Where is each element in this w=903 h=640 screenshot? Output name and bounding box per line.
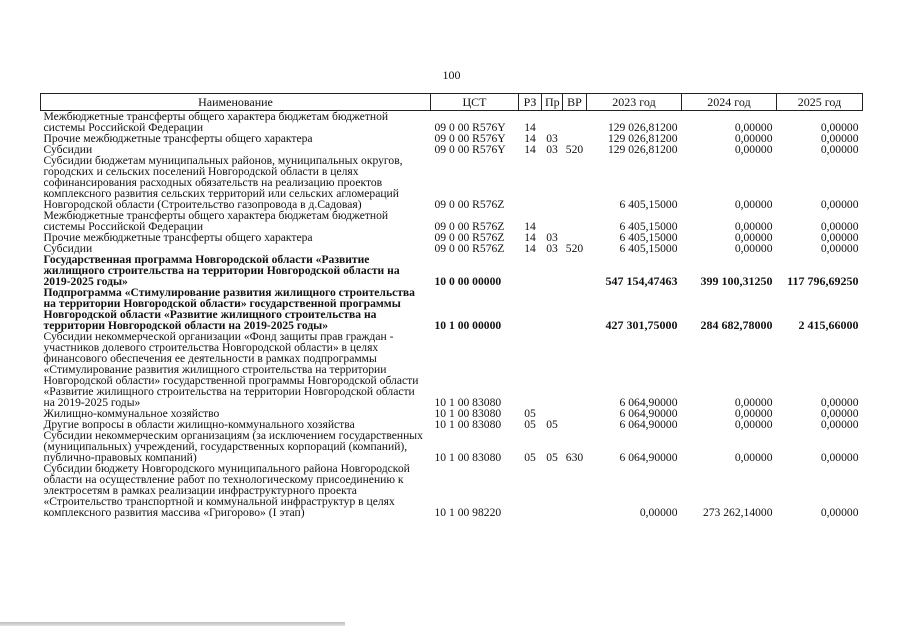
cell-rz: 14 [524,242,536,255]
cell-rz: 05 [524,451,536,464]
cell-cst: 10 1 00 00000 [434,319,502,332]
cell-rz: 14 [524,143,536,156]
cell-rz [519,155,542,210]
cell-cst: 10 1 00 83080 [434,396,502,409]
cell-name: Межбюджетные трансферты общего характера бюджетам бюджетной системы Российской Федерации [43,110,389,134]
cell-y2025: 117 796,69250 [787,274,859,288]
cell-y2023: 6 405,15000 [619,231,678,244]
cell-rz: 05 [524,418,536,431]
cell-pr [542,254,563,287]
cell-y2025: 0,00000 [820,143,859,156]
cell-pr: 03 [546,143,558,156]
cell-y2024: 0,00000 [734,396,773,409]
cell-y2025: 0,00000 [820,506,859,519]
cell-y2023: 6 064,90000 [619,396,678,409]
cell-y2023: 6 064,90000 [619,451,678,464]
cell-vr [563,287,587,331]
table-body [41,111,863,519]
cell-pr: 03 [546,231,558,244]
cell-y2025: 0,00000 [820,396,859,409]
cell-cst: 09 0 00 R576Z [434,231,505,244]
cell-cst: 09 0 00 R576Z [434,198,505,211]
cell-vr [563,155,587,210]
cell-y2023: 6 405,15000 [619,198,678,211]
cell-y2024: 273 262,14000 [702,506,773,519]
header-pr: Пр [542,94,563,111]
cell-name: Государственная программа Новгородской области «Развитие жилищного строительства на территории Новгородской области на 2019-2025 годы» [43,253,400,288]
cell-vr: 520 [565,242,584,255]
cell-y2025: 0,00000 [820,242,859,255]
cell-y2024: 0,00000 [734,407,773,420]
cell-name: Подпрограмма «Стимулирование развития жилищного строительства на территории Новгородской области» государственной программы Новгородской области «Развитие жилищного строительства на территории Новгородской области на 2019-2025 годы» [43,286,415,332]
header-rz: РЗ [519,94,542,111]
cell-y2023: 6 064,90000 [619,418,678,431]
cell-name: Межбюджетные трансферты общего характера бюджетам бюджетной системы Российской Федерации [43,209,389,233]
cell-name: Субсидии [43,242,93,255]
cell-name: Субсидии некоммерческой организации «Фонд защиты прав граждан - участников долевого строительства Новгородской области» в целях финансового обеспечения ее деятельности в рамках подпрограммы «Стимулирование развития жилищного строительства на территории Новгородской области» государственной программы Новгородской области «Развитие жилищного строительства на территории Новгородской области на 2019-2025 годы» [43,330,419,409]
cell-name: Субсидии некоммерческим организациям (за исключением государственных (муниципальных) учреждений, государственных корпораций (компаний), публично-правовых компаний) [43,429,423,464]
cell-y2024: 0,00000 [734,143,773,156]
table-header-row [41,94,863,111]
cell-rz [519,254,542,287]
cell-y2023: 547 154,47463 [605,274,678,288]
cell-rz: 14 [524,132,536,145]
cell-y2023: 129 026,81200 [607,121,678,134]
cell-y2024: 0,00000 [734,242,773,255]
cell-name: Прочие межбюджетные трансферты общего характера [43,132,313,145]
cell-y2025: 0,00000 [820,220,859,233]
table-row [41,430,863,463]
cell-rz: 14 [524,231,536,244]
cell-name: Субсидии [43,143,93,156]
cell-vr [563,210,587,232]
cell-y2025: 0,00000 [820,231,859,244]
cell-rz [519,331,542,408]
cell-rz: 05 [524,407,536,420]
cell-y2025: 0,00000 [820,198,859,211]
cell-y2024: 399 100,31250 [700,274,773,288]
cell-name: Субсидии бюджетам муниципальных районов, муниципальных округов, городских и сельских поселений Новгородской области в целях софинансирования расходных обязательств на реализацию проектов комплексного развития сельских территорий или сельских агломераций Новгородской области (Строительство газопровода в д.Садовая) [43,154,403,211]
cell-cst: 10 1 00 83080 [434,451,502,464]
cell-y2023: 129 026,81200 [607,143,678,156]
cell-y2024: 0,00000 [734,231,773,244]
header-name: Наименование [41,94,431,111]
scan-edge-shadow [0,622,345,626]
cell-pr: 05 [546,418,558,431]
cell-y2025: 2 415,66000 [798,318,859,332]
header-2024: 2024 год [682,94,777,111]
cell-y2024: 0,00000 [734,132,773,145]
cell-rz: 14 [524,220,536,233]
cell-pr: 05 [546,451,558,464]
cell-y2023: 0,00000 [639,506,678,519]
cell-pr: 03 [546,242,558,255]
cell-pr [542,210,563,232]
cell-name: Другие вопросы в области жилищно-коммунального хозяйства [43,418,355,431]
cell-pr: 03 [546,132,558,145]
table-row [41,111,863,134]
cell-vr [563,463,587,518]
cell-cst: 09 0 00 R576Y [434,121,506,134]
cell-cst: 09 0 00 R576Y [434,132,506,145]
cell-y2023: 6 064,90000 [619,407,678,420]
cell-y2025: 0,00000 [820,418,859,431]
header-2025: 2025 год [777,94,863,111]
cell-vr: 520 [565,143,584,156]
table-row [41,463,863,518]
cell-y2023: 6 405,15000 [619,220,678,233]
cell-vr [563,419,587,430]
cell-vr [563,331,587,408]
cell-y2024: 0,00000 [734,451,773,464]
cell-y2024: 0,00000 [734,198,773,211]
cell-y2025: 0,00000 [820,407,859,420]
page-number: 100 [442,68,461,82]
header-cst: ЦСТ [431,94,519,111]
cell-cst: 10 1 00 98220 [434,506,502,519]
cell-pr [542,111,563,134]
cell-cst: 09 0 00 R576Z [434,242,505,255]
header-2023: 2023 год [587,94,682,111]
cell-cst: 09 0 00 R576Z [434,220,505,233]
table-row [41,287,863,331]
table-row [41,331,863,408]
cell-name: Прочие межбюджетные трансферты общего характера [43,231,313,244]
cell-pr [542,155,563,210]
cell-vr: 630 [565,451,584,464]
cell-pr [542,287,563,331]
cell-cst: 10 1 00 83080 [434,407,502,420]
cell-y2024: 284 682,78000 [700,318,773,332]
table-row [41,155,863,210]
cell-y2025: 0,00000 [820,121,859,134]
cell-y2023: 427 301,75000 [605,318,678,332]
cell-y2024: 0,00000 [734,121,773,134]
cell-rz: 14 [524,121,536,134]
cell-cst: 09 0 00 R576Y [434,143,506,156]
cell-name: Субсидии бюджету Новгородского муниципального района Новгородской области на осуществление работ по технологическому присоединению к электросетям в рамках реализации инфраструктурного проекта «Строительство транспортной и коммунальной инфраструктур в целях комплексного развития массива «Григорово» (I этап) [43,462,410,519]
cell-y2023: 129 026,81200 [607,132,678,145]
cell-y2024: 0,00000 [734,418,773,431]
cell-y2023: 6 405,15000 [619,242,678,255]
cell-cst: 10 0 00 00000 [434,275,502,288]
cell-y2024: 0,00000 [734,220,773,233]
table-row [41,254,863,287]
cell-vr [563,408,587,419]
budget-table [40,93,863,518]
header-vr: ВР [563,94,587,111]
cell-rz [519,287,542,331]
cell-vr [563,111,587,134]
cell-y2025: 0,00000 [820,132,859,145]
cell-name: Жилищно-коммунальное хозяйство [43,407,220,420]
cell-pr [542,463,563,518]
cell-vr [563,254,587,287]
cell-rz [519,463,542,518]
cell-cst: 10 1 00 83080 [434,418,502,431]
cell-y2025: 0,00000 [820,451,859,464]
table-row [41,210,863,232]
cell-pr [542,331,563,408]
